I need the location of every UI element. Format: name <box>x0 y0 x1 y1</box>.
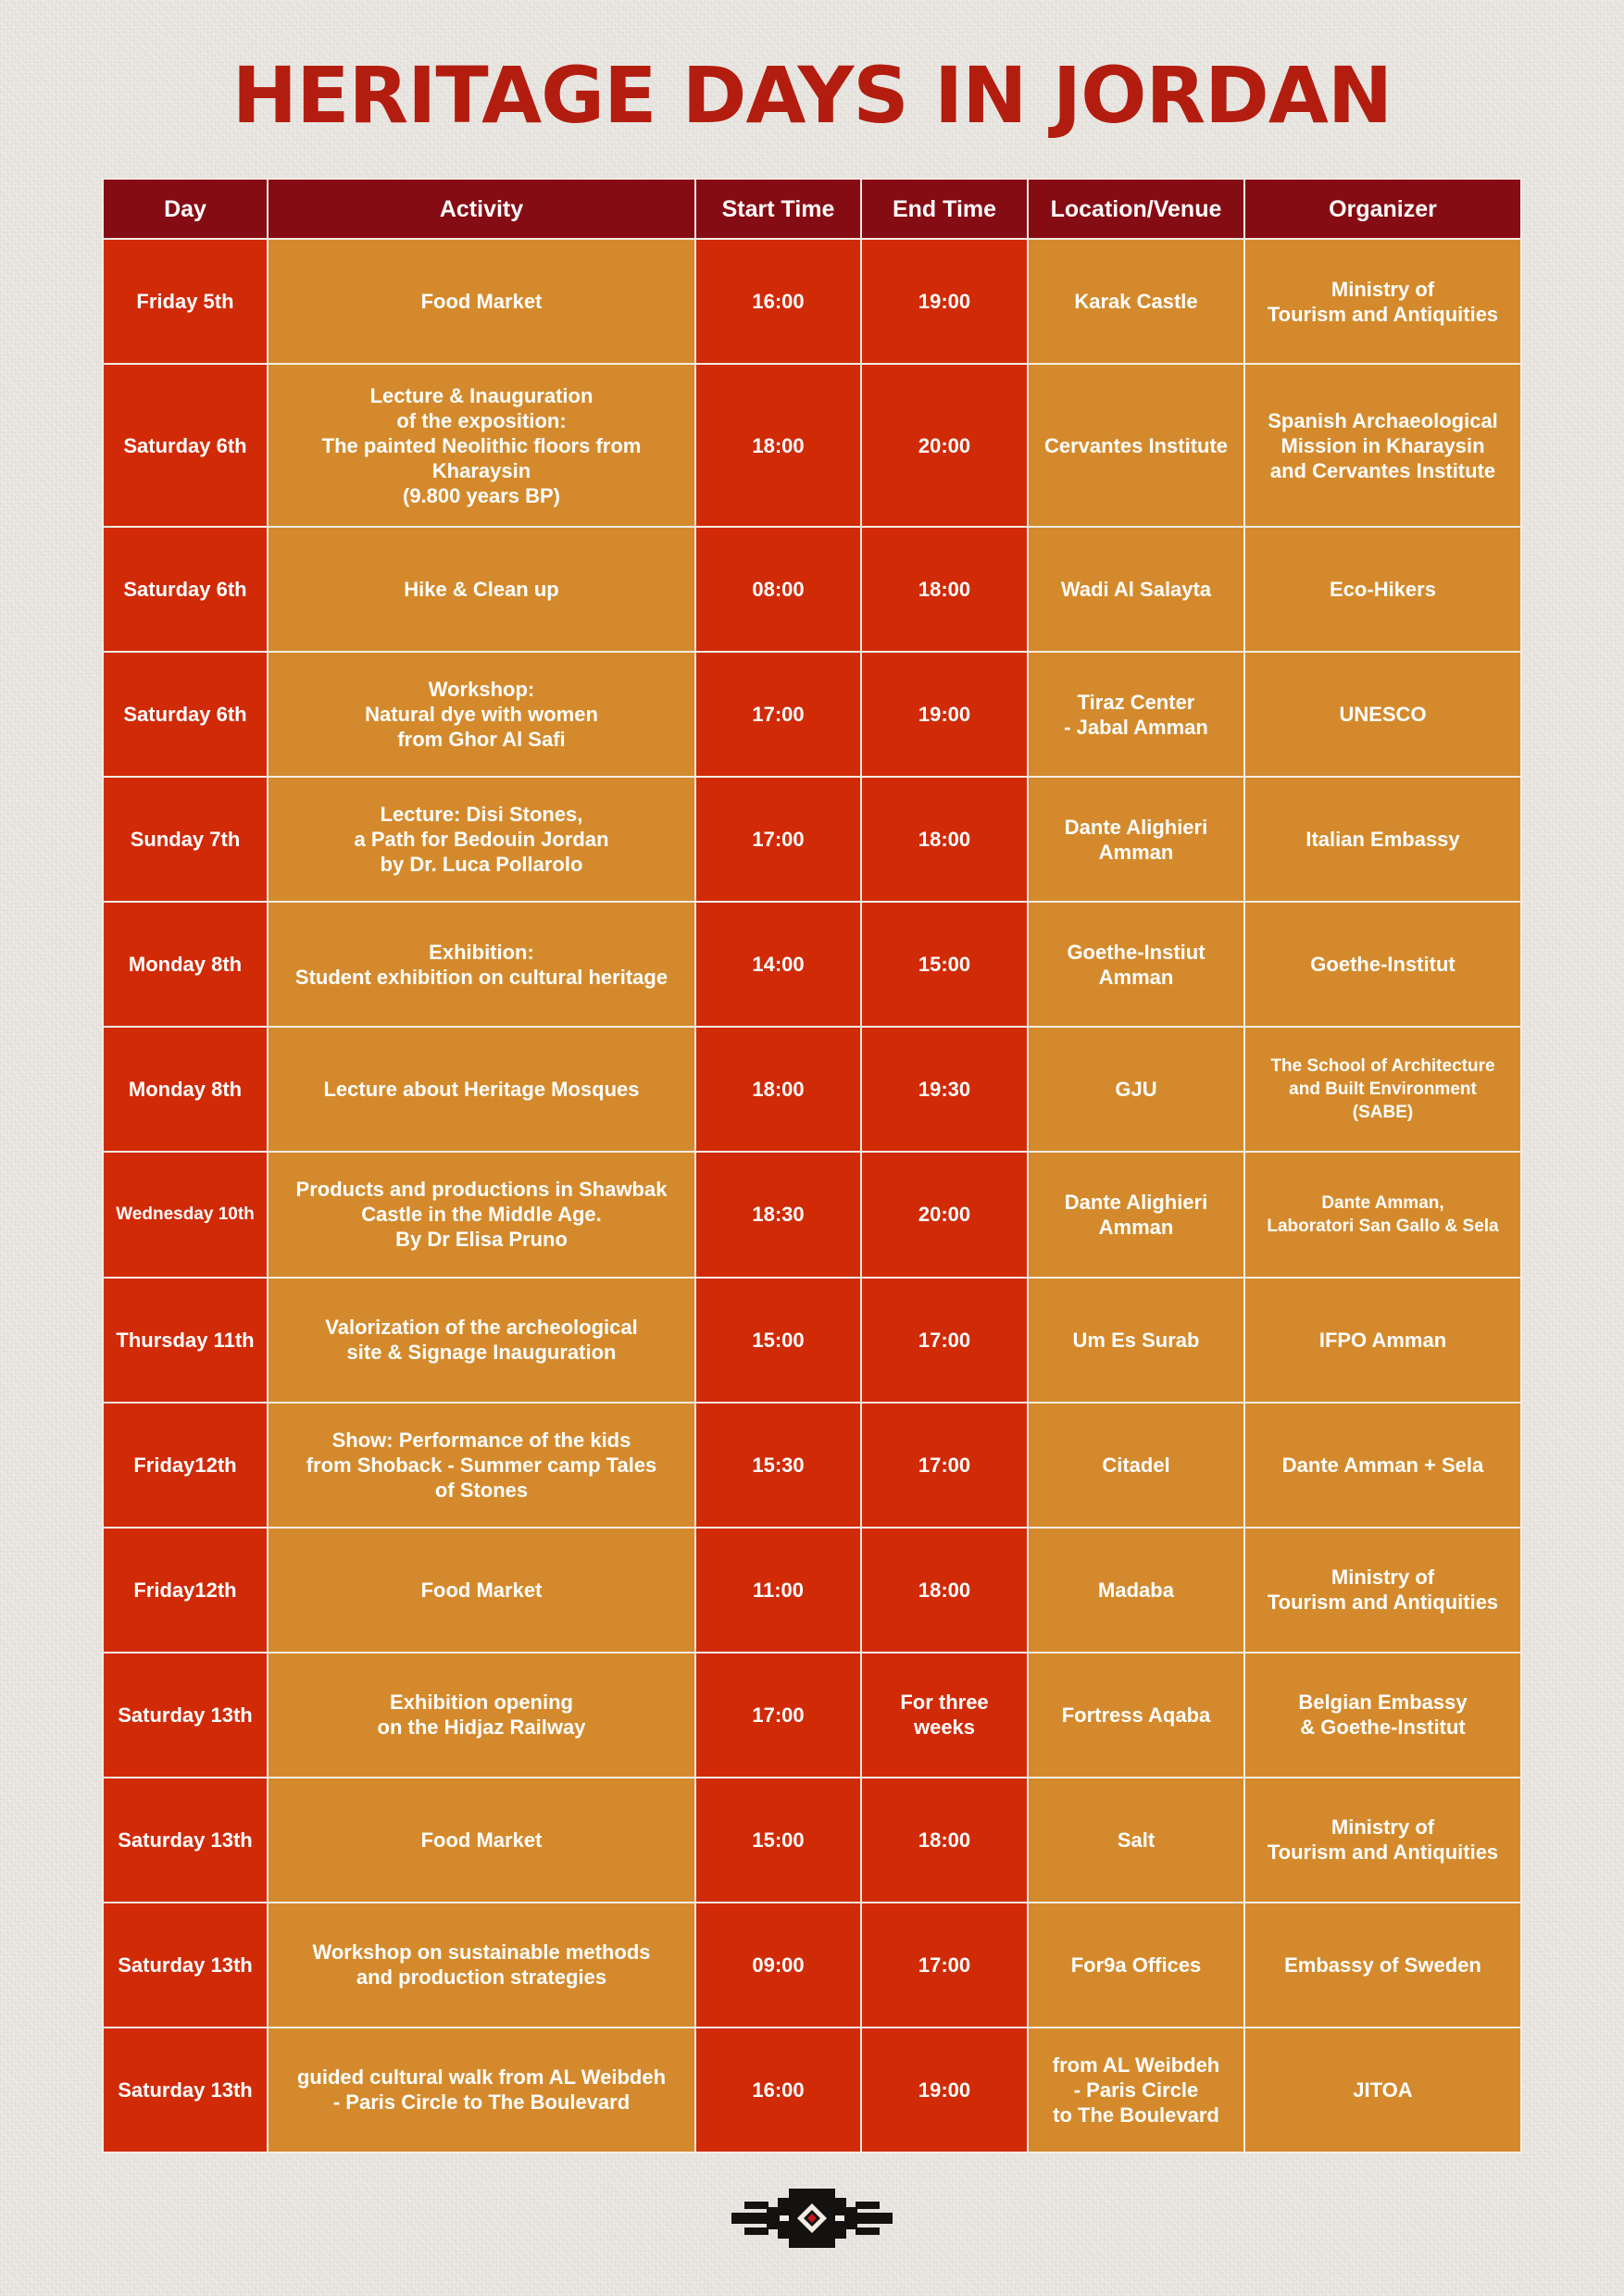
cell-activity: Food Market <box>268 1528 695 1653</box>
header-activity: Activity <box>268 179 695 239</box>
cell-start-time: 17:00 <box>695 1653 861 1778</box>
table-row <box>103 1027 1521 1152</box>
cell-day: Monday 8th <box>103 1027 268 1152</box>
cell-end-time: 18:00 <box>861 527 1028 652</box>
table-row <box>103 2028 1521 2152</box>
cell-activity: guided cultural walk from AL Weibdeh - Paris Circle to The Boulevard <box>268 2028 695 2152</box>
cell-day: Saturday 6th <box>103 652 268 777</box>
cell-activity: Exhibition: Student exhibition on cultural heritage <box>268 902 695 1027</box>
cell-end-time: 15:00 <box>861 902 1028 1027</box>
cell-start-time: 18:00 <box>695 364 861 527</box>
table-row <box>103 527 1521 652</box>
cell-activity: Lecture: Disi Stones, a Path for Bedouin Jordan by Dr. Luca Pollarolo <box>268 777 695 902</box>
table-row <box>103 239 1521 364</box>
table-row <box>103 1903 1521 2028</box>
cell-activity: Lecture about Heritage Mosques <box>268 1027 695 1152</box>
cell-location: Dante Alighieri Amman <box>1028 777 1244 902</box>
table-row <box>103 1653 1521 1778</box>
cell-start-time: 16:00 <box>695 239 861 364</box>
cell-activity: Food Market <box>268 1778 695 1903</box>
table-row <box>103 1778 1521 1903</box>
table-row <box>103 1403 1521 1528</box>
cell-organizer: Italian Embassy <box>1244 777 1521 902</box>
header-location: Location/Venue <box>1028 179 1244 239</box>
cell-activity: Lecture & Inauguration of the exposition: The painted Neolithic floors from Kharaysin (9.800 years BP) <box>268 364 695 527</box>
cell-organizer: Eco-Hikers <box>1244 527 1521 652</box>
cell-location: Madaba <box>1028 1528 1244 1653</box>
cell-start-time: 11:00 <box>695 1528 861 1653</box>
cell-end-time: 18:00 <box>861 777 1028 902</box>
cell-day: Saturday 6th <box>103 527 268 652</box>
header-day: Day <box>103 179 268 239</box>
cell-location: Tiraz Center - Jabal Amman <box>1028 652 1244 777</box>
cell-end-time: 19:00 <box>861 2028 1028 2152</box>
cell-end-time: 19:00 <box>861 652 1028 777</box>
cell-end-time: For three weeks <box>861 1653 1028 1778</box>
schedule-table <box>102 178 1522 2153</box>
cell-organizer: Ministry of Tourism and Antiquities <box>1244 239 1521 364</box>
cell-activity: Food Market <box>268 239 695 364</box>
jordanian-pattern-motif-icon <box>731 2185 893 2252</box>
cell-activity: Show: Performance of the kids from Shoback - Summer camp Tales of Stones <box>268 1403 695 1528</box>
cell-start-time: 17:00 <box>695 777 861 902</box>
cell-location: Fortress Aqaba <box>1028 1653 1244 1778</box>
cell-organizer: JITOA <box>1244 2028 1521 2152</box>
cell-start-time: 15:30 <box>695 1403 861 1528</box>
table-row <box>103 1152 1521 1277</box>
cell-end-time: 17:00 <box>861 1403 1028 1528</box>
cell-start-time: 18:00 <box>695 1027 861 1152</box>
cell-end-time: 18:00 <box>861 1778 1028 1903</box>
cell-location: Wadi Al Salayta <box>1028 527 1244 652</box>
cell-location: Dante Alighieri Amman <box>1028 1152 1244 1277</box>
cell-day: Sunday 7th <box>103 777 268 902</box>
cell-day: Wednesday 10th <box>103 1152 268 1277</box>
cell-end-time: 19:00 <box>861 239 1028 364</box>
cell-end-time: 20:00 <box>861 364 1028 527</box>
cell-activity: Valorization of the archeological site & Signage Inauguration <box>268 1278 695 1403</box>
cell-organizer: Belgian Embassy & Goethe-Institut <box>1244 1653 1521 1778</box>
cell-organizer: Embassy of Sweden <box>1244 1903 1521 2028</box>
table-row <box>103 364 1521 527</box>
cell-end-time: 20:00 <box>861 1152 1028 1277</box>
table-row <box>103 1528 1521 1653</box>
cell-activity: Workshop: Natural dye with women from Ghor Al Safi <box>268 652 695 777</box>
header-organizer: Organizer <box>1244 179 1521 239</box>
cell-day: Thursday 11th <box>103 1278 268 1403</box>
cell-location: Karak Castle <box>1028 239 1244 364</box>
cell-end-time: 17:00 <box>861 1278 1028 1403</box>
cell-location: For9a Offices <box>1028 1903 1244 2028</box>
cell-start-time: 15:00 <box>695 1778 861 1903</box>
cell-activity: Products and productions in Shawbak Castle in the Middle Age. By Dr Elisa Pruno <box>268 1152 695 1277</box>
table-row <box>103 1278 1521 1403</box>
table-row <box>103 652 1521 777</box>
cell-location: GJU <box>1028 1027 1244 1152</box>
cell-day: Saturday 13th <box>103 2028 268 2152</box>
cell-organizer: UNESCO <box>1244 652 1521 777</box>
cell-day: Friday 5th <box>103 239 268 364</box>
cell-day: Friday12th <box>103 1403 268 1528</box>
cell-organizer: Dante Amman, Laboratori San Gallo & Sela <box>1244 1152 1521 1277</box>
cell-day: Saturday 6th <box>103 364 268 527</box>
cell-end-time: 18:00 <box>861 1528 1028 1653</box>
cell-start-time: 16:00 <box>695 2028 861 2152</box>
cell-organizer: Ministry of Tourism and Antiquities <box>1244 1528 1521 1653</box>
cell-start-time: 18:30 <box>695 1152 861 1277</box>
cell-day: Friday12th <box>103 1528 268 1653</box>
cell-location: Citadel <box>1028 1403 1244 1528</box>
cell-day: Saturday 13th <box>103 1903 268 2028</box>
cell-location: Um Es Surab <box>1028 1278 1244 1403</box>
table-row <box>103 902 1521 1027</box>
cell-activity: Exhibition opening on the Hidjaz Railway <box>268 1653 695 1778</box>
cell-organizer: Ministry of Tourism and Antiquities <box>1244 1778 1521 1903</box>
cell-day: Saturday 13th <box>103 1778 268 1903</box>
cell-activity: Workshop on sustainable methods and production strategies <box>268 1903 695 2028</box>
cell-organizer: Goethe-Institut <box>1244 902 1521 1027</box>
header-start-time: Start Time <box>695 179 861 239</box>
page-title: HERITAGE DAYS IN JORDAN <box>231 50 1393 141</box>
cell-organizer: IFPO Amman <box>1244 1278 1521 1403</box>
cell-end-time: 17:00 <box>861 1903 1028 2028</box>
cell-start-time: 14:00 <box>695 902 861 1027</box>
cell-end-time: 19:30 <box>861 1027 1028 1152</box>
cell-organizer: Spanish Archaeological Mission in Kharaysin and Cervantes Institute <box>1244 364 1521 527</box>
header-end-time: End Time <box>861 179 1028 239</box>
cell-location: Cervantes Institute <box>1028 364 1244 527</box>
cell-organizer: The School of Architecture and Built Environment (SABE) <box>1244 1027 1521 1152</box>
cell-location: from AL Weibdeh - Paris Circle to The Boulevard <box>1028 2028 1244 2152</box>
cell-location: Goethe-Instiut Amman <box>1028 902 1244 1027</box>
cell-organizer: Dante Amman + Sela <box>1244 1403 1521 1528</box>
cell-day: Monday 8th <box>103 902 268 1027</box>
cell-location: Salt <box>1028 1778 1244 1903</box>
cell-activity: Hike & Clean up <box>268 527 695 652</box>
cell-start-time: 09:00 <box>695 1903 861 2028</box>
table-header-row <box>103 179 1521 239</box>
cell-start-time: 08:00 <box>695 527 861 652</box>
table-row <box>103 777 1521 902</box>
cell-start-time: 15:00 <box>695 1278 861 1403</box>
cell-start-time: 17:00 <box>695 652 861 777</box>
cell-day: Saturday 13th <box>103 1653 268 1778</box>
